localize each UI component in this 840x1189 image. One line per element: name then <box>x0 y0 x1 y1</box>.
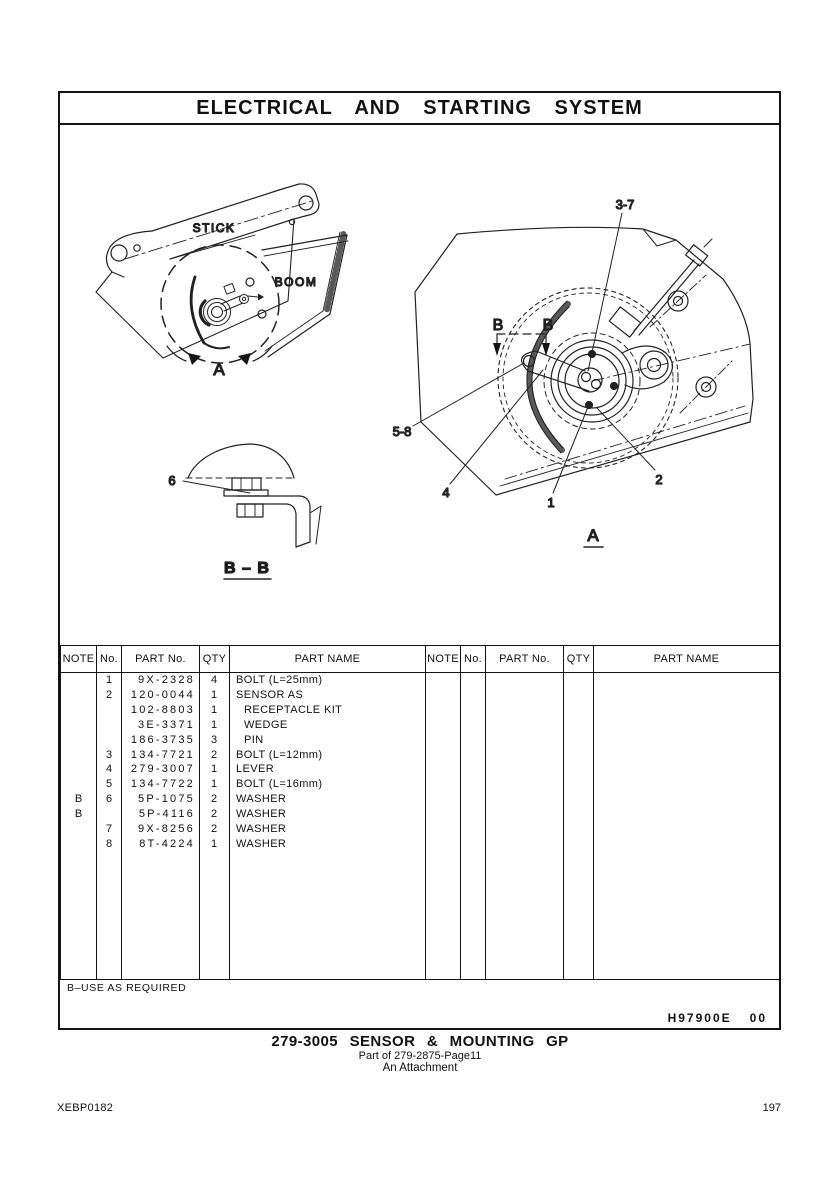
table-footnote: B–USE AS REQUIRED <box>67 982 187 994</box>
table-row <box>61 703 780 718</box>
cell-note: B <box>61 792 97 807</box>
cell-part-no: 3E-3371 <box>122 718 200 733</box>
cell-part-name: BOLT (L=12mm) <box>230 748 426 763</box>
cell-qty: 1 <box>200 703 230 718</box>
drawing-reference <box>668 1011 767 1025</box>
cell-note <box>61 837 97 852</box>
cell-qty: 1 <box>200 762 230 777</box>
cell-part-name: WASHER <box>230 837 426 852</box>
header-qty-left: QTY <box>200 646 230 673</box>
page-number: 197 <box>762 1102 781 1114</box>
table-row <box>61 688 780 703</box>
cell-qty: 2 <box>200 792 230 807</box>
cell-no <box>97 703 122 718</box>
callout-6-label: 6 <box>168 473 176 488</box>
cell-no <box>97 807 122 822</box>
cell-no <box>97 733 122 748</box>
callout-3-7-label: 3-7 <box>615 197 635 212</box>
header-no-left: No. <box>97 646 122 673</box>
section-b-arrow-left <box>493 343 501 356</box>
cell-note: B <box>61 807 97 822</box>
cell-note <box>61 673 97 688</box>
caption-subtitle-1: Part of 279-2875-Page11 <box>358 1050 482 1062</box>
cell-note <box>61 688 97 703</box>
detail-a-drawing <box>393 197 753 547</box>
cell-part-name: WASHER <box>230 807 426 822</box>
drawing-revision: 00 <box>749 1011 767 1025</box>
cell-part-name: WEDGE <box>230 718 426 733</box>
header-qty-right: QTY <box>564 646 594 673</box>
callout-4-label: 4 <box>442 485 450 500</box>
table-header-row <box>61 646 780 673</box>
cell-qty: 2 <box>200 822 230 837</box>
cell-part-no: 9X-2328 <box>122 673 200 688</box>
cell-qty: 1 <box>200 837 230 852</box>
cell-qty: 1 <box>200 688 230 703</box>
table-filler-row <box>61 852 780 980</box>
cell-part-no: 102-8803 <box>122 703 200 718</box>
cell-part-no: 9X-8256 <box>122 822 200 837</box>
overview-view-label: A <box>213 360 225 379</box>
diagram-canvas <box>60 123 779 643</box>
header-partname-right: PART NAME <box>594 646 780 673</box>
table-row <box>61 777 780 792</box>
cell-no: 5 <box>97 777 122 792</box>
cell-qty: 2 <box>200 748 230 763</box>
table-row <box>61 673 780 688</box>
overview-drawing <box>96 184 348 379</box>
page-title: ELECTRICAL AND STARTING SYSTEM <box>60 93 779 125</box>
document-code: XEBP0182 <box>57 1102 114 1114</box>
cell-no: 3 <box>97 748 122 763</box>
parts-table <box>60 645 780 980</box>
section-b-left-label: B <box>492 317 504 334</box>
caption-title: 279-3005 SENSOR & MOUNTING GP <box>271 1033 569 1050</box>
cell-no: 7 <box>97 822 122 837</box>
callout-5-8-label: 5-8 <box>392 424 412 439</box>
drawing-number: H97900E <box>667 1011 732 1025</box>
table-row <box>61 837 780 852</box>
cell-part-name: LEVER <box>230 762 426 777</box>
table-row <box>61 748 780 763</box>
cell-part-name: WASHER <box>230 792 426 807</box>
header-no-right: No. <box>461 646 486 673</box>
cell-qty: 2 <box>200 807 230 822</box>
callout-1-label: 1 <box>547 495 555 510</box>
cell-note <box>61 718 97 733</box>
table-row <box>61 733 780 748</box>
cell-no: 2 <box>97 688 122 703</box>
cell-part-name: BOLT (L=25mm) <box>230 673 426 688</box>
cell-no: 1 <box>97 673 122 688</box>
detail-a-circle <box>161 245 279 363</box>
cell-note <box>61 733 97 748</box>
detail-a-view-label: A <box>587 526 599 545</box>
cell-part-no: 5P-1075 <box>122 792 200 807</box>
cell-note <box>61 762 97 777</box>
cell-note <box>61 777 97 792</box>
table-row <box>61 718 780 733</box>
cell-part-name: WASHER <box>230 822 426 837</box>
cell-part-no: 5P-4116 <box>122 807 200 822</box>
cell-qty: 1 <box>200 718 230 733</box>
table-row <box>61 792 780 807</box>
cell-no: 4 <box>97 762 122 777</box>
caption-block <box>0 1033 840 1074</box>
cell-no: 6 <box>97 792 122 807</box>
table-row <box>61 822 780 837</box>
header-partno-right: PART No. <box>486 646 564 673</box>
cell-part-no: 279-3007 <box>122 762 200 777</box>
section-bb-caption: B – B <box>224 560 270 577</box>
section-bb-drawing <box>168 444 321 579</box>
diagram-area <box>60 123 779 643</box>
cell-no: 8 <box>97 837 122 852</box>
cell-qty: 3 <box>200 733 230 748</box>
header-note-left: NOTE <box>61 646 97 673</box>
stick-label: STICK <box>192 221 236 235</box>
table-row <box>61 807 780 822</box>
cell-part-no: 134-7721 <box>122 748 200 763</box>
table-row <box>61 762 780 777</box>
boom-label: BOOM <box>274 275 318 289</box>
cell-note <box>61 748 97 763</box>
cell-qty: 1 <box>200 777 230 792</box>
cell-no <box>97 718 122 733</box>
caption-subtitle-2: An Attachment <box>382 1062 458 1074</box>
header-partname-left: PART NAME <box>230 646 426 673</box>
cell-note <box>61 703 97 718</box>
cell-part-name: BOLT (L=16mm) <box>230 777 426 792</box>
header-note-right: NOTE <box>426 646 461 673</box>
header-partno-left: PART No. <box>122 646 200 673</box>
parts-table-wrap <box>60 645 779 980</box>
cell-note <box>61 822 97 837</box>
cell-qty: 4 <box>200 673 230 688</box>
cell-part-name: PIN <box>230 733 426 748</box>
cell-part-name: RECEPTACLE KIT <box>230 703 426 718</box>
callout-2-label: 2 <box>655 472 663 487</box>
footnote-area <box>60 979 779 1027</box>
cell-part-name: SENSOR AS <box>230 688 426 703</box>
cell-part-no: 186-3735 <box>122 733 200 748</box>
section-b-right-label: B <box>542 317 554 334</box>
content-frame <box>58 91 781 1030</box>
cell-part-no: 120-0044 <box>122 688 200 703</box>
cell-part-no: 134-7722 <box>122 777 200 792</box>
cell-part-no: 8T-4224 <box>122 837 200 852</box>
